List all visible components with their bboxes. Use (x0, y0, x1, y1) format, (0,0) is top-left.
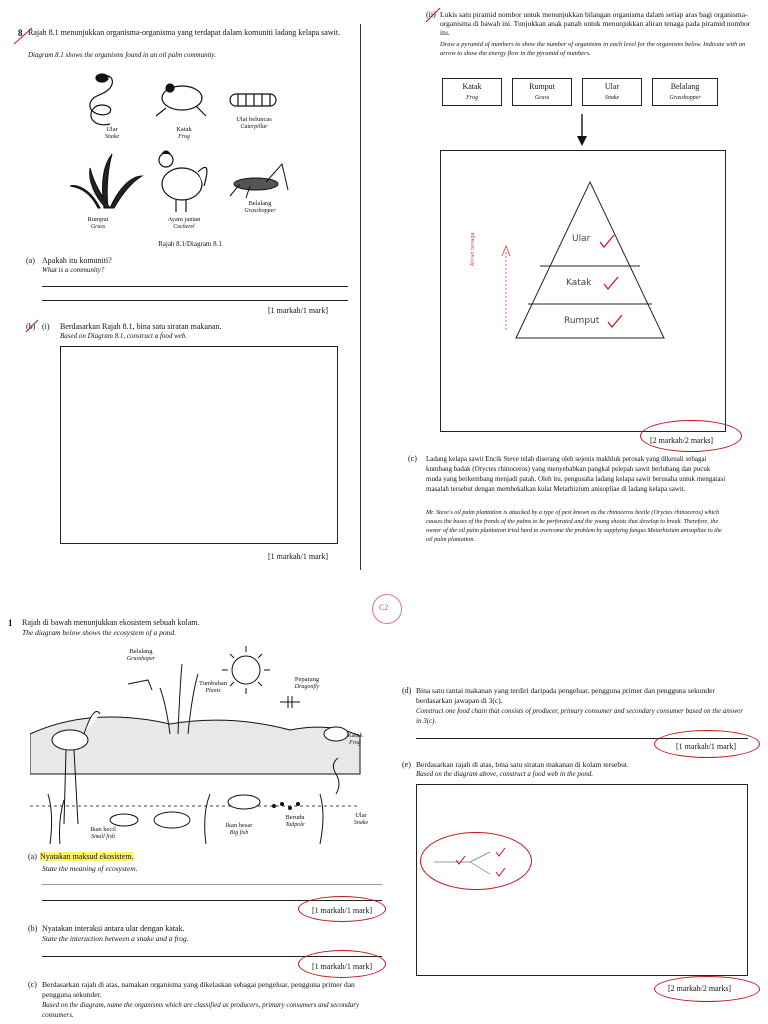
label-pond-snake: Ular Snake (353, 812, 369, 826)
answer-line[interactable] (42, 286, 348, 287)
label-pond-dragonfly: Pepatung Dragonfly (294, 676, 320, 690)
food-web-answer-box[interactable] (60, 346, 338, 544)
score-circle (640, 420, 742, 452)
organism-box-frog: Katak Frog (442, 78, 502, 106)
label-pond-tadpole: Berudu Tadpole (285, 814, 305, 828)
caterpillar-drawing (230, 94, 276, 106)
q1b-question-en: State the interaction between a snake and a frog. (42, 934, 189, 943)
grass-drawing (70, 154, 142, 208)
q1b-label: (b) (28, 924, 38, 933)
q1b-question: Nyatakan interaksi antara ular dengan katak. (42, 924, 185, 933)
organism-box-grasshopper: Belalang Grasshopper (652, 78, 718, 106)
q1c-label: (c) (28, 980, 37, 989)
q1c-question: Berdasarkan rajah di atas, namakan organisma yang dikelaskan sebagai pengeluar, pengguna primer dan pengguna sekunder. (42, 980, 355, 999)
label-cockerel: Ayam jantan Cockerel (167, 216, 201, 230)
q1e-question: Berdasarkan rajah di atas, bina satu siratan makanan di kolam tersebut. (416, 760, 629, 769)
q1-intro: Rajah di bawah menunjukkan ekosistem sebuah kolam. (22, 618, 200, 627)
energy-flow-label: Aliran tenaga (470, 232, 476, 266)
q8b-label: (b) (26, 322, 36, 331)
q1b-marks: [1 markah/1 mark] (312, 962, 372, 971)
q8bi-question: Berdasarkan Rajah 8.1, bina satu siratan makanan. (60, 322, 222, 331)
q1-intro-en: The diagram below shows the ecosystem of a pond. (22, 628, 176, 637)
q1e-question-en: Based on the diagram above, construct a food web in the pond. (416, 770, 594, 778)
q8bii-marks: [2 markah/2 marks] (650, 436, 714, 445)
q8bii-question: Lukis satu piramid nombor untuk menunjukkan bilangan organisma dalam setiap aras bagi organisma-organisma di bawah ini. Tunjukkan anak panah untuk menunjukkan aliran tenaga pada piramid nombor itu. (440, 10, 751, 37)
q1a-question: Nyatakan maksud ekosistem. (40, 852, 134, 861)
label-grasshopper: Belalang Grasshopper (244, 200, 276, 214)
q8bi-marks: [1 markah/1 mark] (268, 552, 328, 561)
column-divider (360, 24, 361, 570)
organism-box-snake: Ular Snake (582, 78, 642, 106)
pencil-food-web-sketch (430, 846, 520, 880)
q8a-question-en: What is a community? (42, 266, 105, 274)
q1-number: 1 (8, 618, 13, 628)
q8-number: 8 (18, 28, 23, 38)
q8bii-question-en: Draw a pyramid of numbers to show the number of organisms in each level for the organisms below. Indicate with an arrow to show the energy flow in the pyramid of numbers. (440, 41, 746, 57)
q1d-marks: [1 markah/1 mark] (676, 742, 736, 751)
q8a-marks: [1 markah/1 mark] (268, 306, 328, 315)
q8a-label: (a) (26, 256, 35, 265)
q1c-question-en: Based on the diagram, name the organisms which are classified as producers, primary consumers and secondary consumers. (42, 1001, 360, 1019)
label-snake: Ular Snake (104, 126, 120, 140)
q1e-marks: [2 markah/2 marks] (668, 984, 732, 993)
diagram-caption: Rajah 8.1/Diagram 8.1 (158, 240, 222, 248)
q1d-label: (d) (402, 686, 412, 695)
label-frog: Katak Frog (176, 126, 192, 140)
snake-drawing (90, 74, 113, 125)
label-pond-small-fish: Ikan kecil Small fish (90, 826, 116, 840)
cockerel-drawing (159, 151, 207, 212)
frog-drawing (156, 84, 206, 116)
q8c-label: (c) (408, 454, 417, 463)
organism-box-grass: Rumput Grass (512, 78, 572, 106)
q8-intro-en: Diagram 8.1 shows the organisms found in an oil palm community. (28, 51, 216, 59)
q8bi-label: (i) (42, 322, 50, 331)
pyramid-level-middle: Katak (566, 278, 592, 288)
label-pond-grasshopper: Belalang Grasshoper (126, 648, 156, 662)
q1d-question-en: Construct one food chain that consists of producer, primary consumer and secondary consumer based on the answer in 3(c). (416, 707, 743, 725)
pyramid-level-top: Ular (572, 234, 591, 244)
q1e-label: (e) (402, 760, 411, 769)
label-grass: Rumput Grass (87, 216, 109, 230)
grasshopper-drawing (230, 164, 288, 198)
q8-intro: Rajah 8.1 menunjukkan organisma-organisma yang terdapat dalam komuniti ladang kelapa sawit. (28, 28, 341, 37)
q1a-label: (a) (28, 852, 37, 861)
pyramid-level-bottom: Rumput (564, 316, 600, 326)
answer-line[interactable] (42, 884, 382, 885)
q1a-marks: [1 markah/1 mark] (312, 906, 372, 915)
q8bii-label: (ii) (426, 10, 436, 19)
page-stamp-text: C2 (379, 603, 389, 612)
q1d-question: Bina satu rantai makanan yang terdiri daripada pengeluar, pengguna primer dan pengguna sekunder berdasarkan jawapan di 3(c). (416, 686, 715, 705)
score-circle (654, 976, 760, 1002)
q1a-question-en: State the meaning of ecosystem. (42, 864, 138, 873)
q8bi-question-en: Based on Diagram 8.1, construct a food web. (60, 332, 188, 340)
q8c-text-en: Mr. Steve's oil palm plantation is attacked by a type of pest known as the rhinoceros beetle (Oryctes rhinoceros) which causes the bases of the fronds of the palms to be perforated and the young shoots that develop to break. Therefore, the owner of the oil palm plantation tried hard to overcome the problem by supplying fungus Metarhizium anisopliae to the oil palm plantation. (426, 509, 722, 543)
arrow-down-icon (574, 112, 590, 148)
score-circle (298, 896, 386, 922)
q8c-text: Ladang kelapa sawit Encik Steve telah diserang oleh sejenis makhluk perosak yang dikenali sebagai kumbang badak (Oryctes rhinoceros) yang menyebabkan pangkal pelepah sawit berlubang dan pucuk muda yang berkembang menjadi patah. Oleh itu, pengusaha ladang kelapa sawit berusaha untuk mengatasi masalah tersebut dengan membekalkan kulat Metarhizium anisopliae di ladang kelapa sawit. (426, 455, 726, 493)
score-circle (654, 730, 760, 758)
label-pond-plants: Tumbuhan Plants (199, 680, 227, 694)
q8a-question: Apakah itu komuniti? (42, 256, 112, 265)
tick-mark (24, 318, 40, 334)
score-circle (298, 950, 386, 978)
label-pond-frog: Katak Frog (347, 732, 363, 746)
label-caterpillar: Ulat beluncas Caterpillar (236, 116, 272, 130)
label-pond-big-fish: Ikan besar Big fish (225, 822, 253, 836)
answer-line[interactable] (42, 300, 348, 301)
